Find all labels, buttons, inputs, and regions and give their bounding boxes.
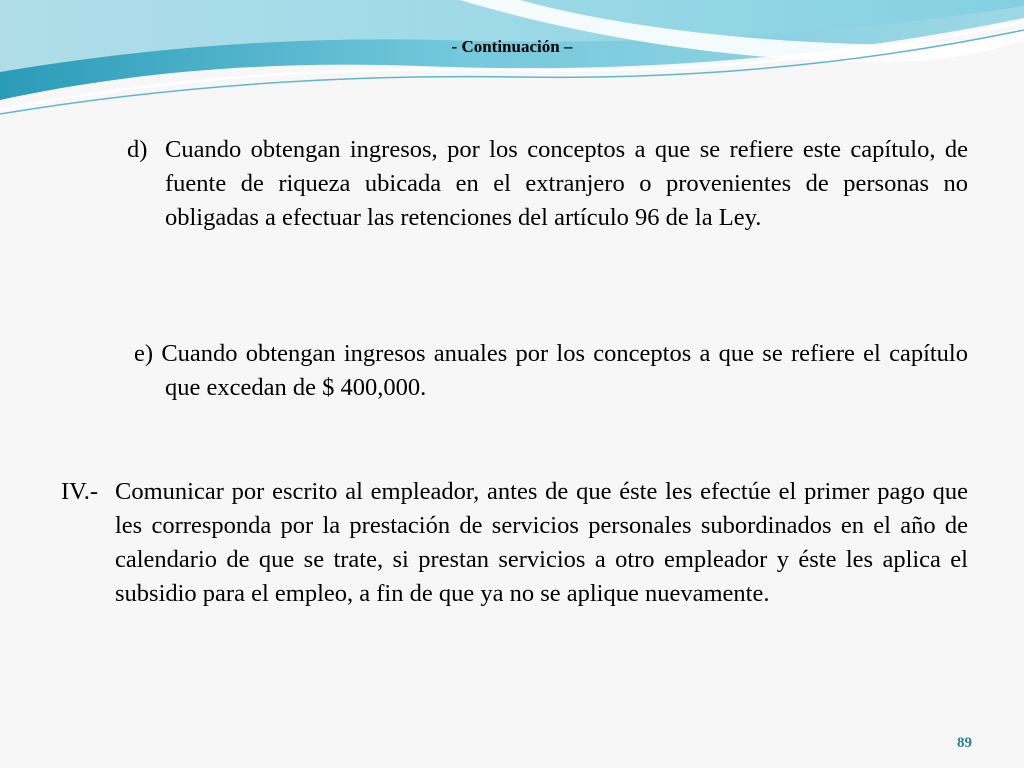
- item-iv-marker: IV.-: [61, 478, 98, 505]
- header-wave-decoration: [0, 0, 1024, 120]
- item-iv-text: Comunicar por escrito al empleador, antes de que éste les efectúe el primer pago que les corresponda por la prestación de servicios personales subordinados en el año de calendario de que se trate, si prestan servicios a otro empleador y éste les aplica el subsidio para el empleo, a fin de que ya no se aplique nuevamente.: [115, 478, 968, 607]
- item-e-text: Cuando obtengan ingresos anuales por los conceptos a que se refiere el capítulo que excedan de $ 400,000.: [161, 340, 968, 401]
- item-iv: [61, 475, 968, 611]
- item-d-marker: d): [127, 136, 148, 163]
- continuation-title: - Continuación –: [451, 37, 573, 56]
- page-number: 89: [957, 735, 972, 751]
- item-e-body: [134, 337, 968, 405]
- item-e: [134, 337, 968, 405]
- item-e-marker: e): [134, 340, 154, 367]
- item-d-text: Cuando obtengan ingresos, por los conceptos a que se refiere este capítulo, de fuente de riqueza ubicada en el extranjero o provenientes de personas no obligadas a efectuar las retenciones del artículo 96 de la Ley.: [165, 136, 968, 231]
- item-d: [127, 133, 968, 235]
